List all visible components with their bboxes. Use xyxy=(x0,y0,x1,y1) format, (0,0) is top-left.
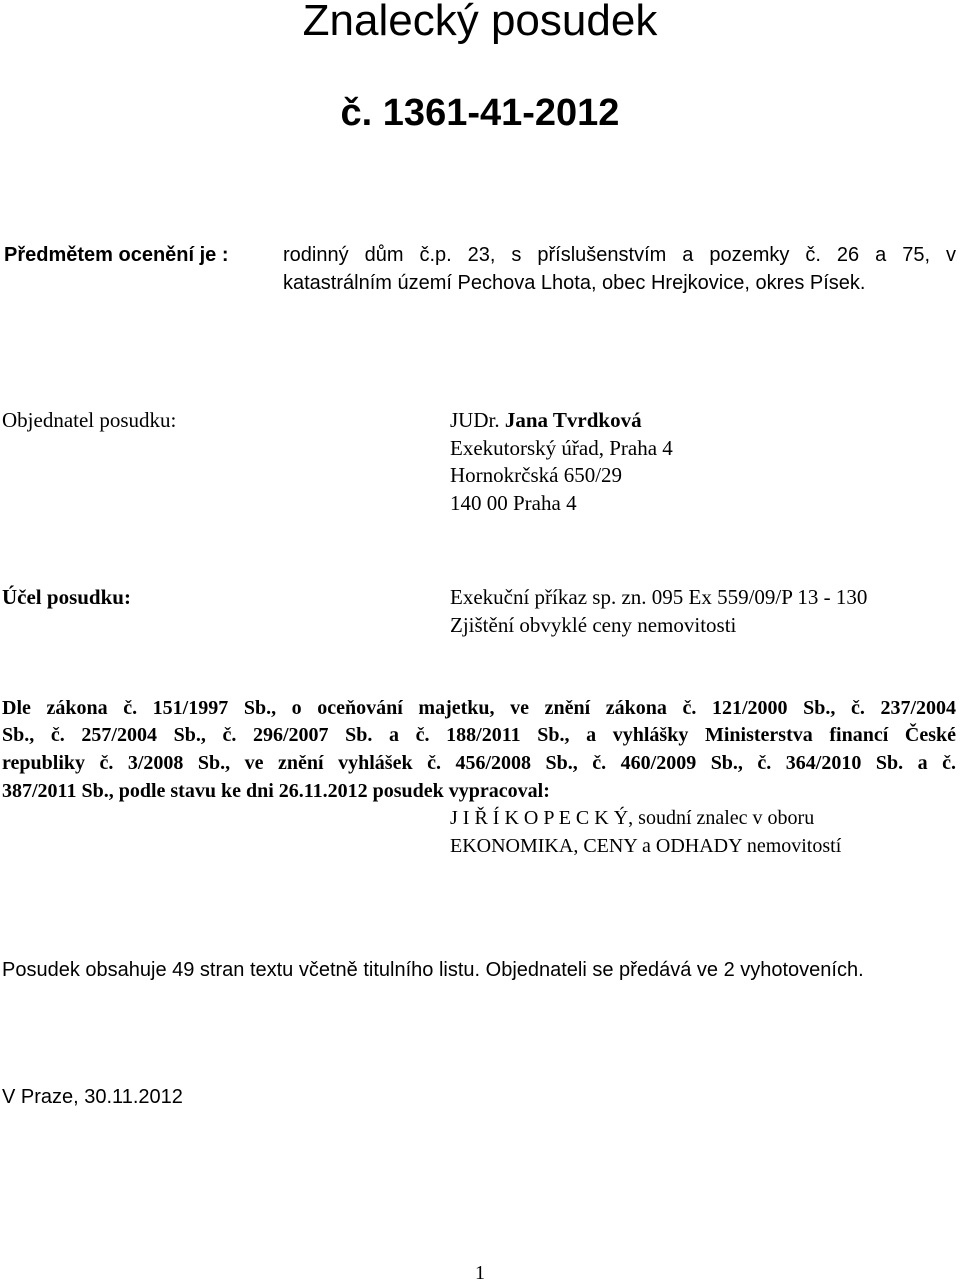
subject-label: Předmětem ocenění je : xyxy=(4,244,229,266)
subject-line-2: katastrálním území Pechova Lhota, obec Hrejkovice, okres Písek. xyxy=(283,272,866,294)
client-name-prefix: JUDr. xyxy=(450,408,500,432)
expert-line xyxy=(450,807,814,830)
client-name-main: Jana Tvrdková xyxy=(504,408,642,432)
client-city: 140 00 Praha 4 xyxy=(450,491,577,515)
document-title: Znalecký posudek xyxy=(302,0,658,45)
expert-field: EKONOMIKA, CENY a ODHADY nemovitostí xyxy=(450,835,842,857)
pages-note: Posudek obsahuje 49 stran textu včetně titulního listu. Objednateli se předává ve 2 vyhotoveních. xyxy=(2,959,864,981)
client-office: Exekutorský úřad, Praha 4 xyxy=(450,436,673,460)
law-line-4: 387/2011 Sb., podle stavu ke dni 26.11.2012 posudek vypracoval: xyxy=(2,780,550,802)
purpose-line-2: Zjištění obvyklé ceny nemovitosti xyxy=(450,613,737,637)
purpose-label: Účel posudku: xyxy=(2,585,131,609)
client-label: Objednatel posudku: xyxy=(2,408,177,432)
client-name xyxy=(450,408,642,433)
law-line-3: republiky č. 3/2008 Sb., ve znění vyhlášek č. 456/2008 Sb., č. 460/2009 Sb., č. 364/2010 Sb. a č. xyxy=(2,752,956,774)
place-date: V Praze, 30.11.2012 xyxy=(2,1086,183,1108)
document-number: č. 1361-41-2012 xyxy=(340,92,620,134)
page-number: 1 xyxy=(475,1262,485,1284)
expert-name: J I Ř Í K O P E C K Ý, xyxy=(450,807,634,829)
law-line-2: Sb., č. 257/2004 Sb., č. 296/2007 Sb. a č. 188/2011 Sb., a vyhlášky Ministerstva financí České xyxy=(2,724,956,746)
law-line-1: Dle zákona č. 151/1997 Sb., o oceňování majetku, ve znění zákona č. 121/2000 Sb., č. 237/2004 xyxy=(2,697,956,719)
purpose-line-1: Exekuční příkaz sp. zn. 095 Ex 559/09/P 13 - 130 xyxy=(450,585,868,609)
client-street: Hornokrčská 650/29 xyxy=(450,463,623,487)
subject-line-1: rodinný dům č.p. 23, s příslušenstvím a pozemky č. 26 a 75, v xyxy=(283,244,956,266)
expert-role: soudní znalec v oboru xyxy=(638,807,815,829)
